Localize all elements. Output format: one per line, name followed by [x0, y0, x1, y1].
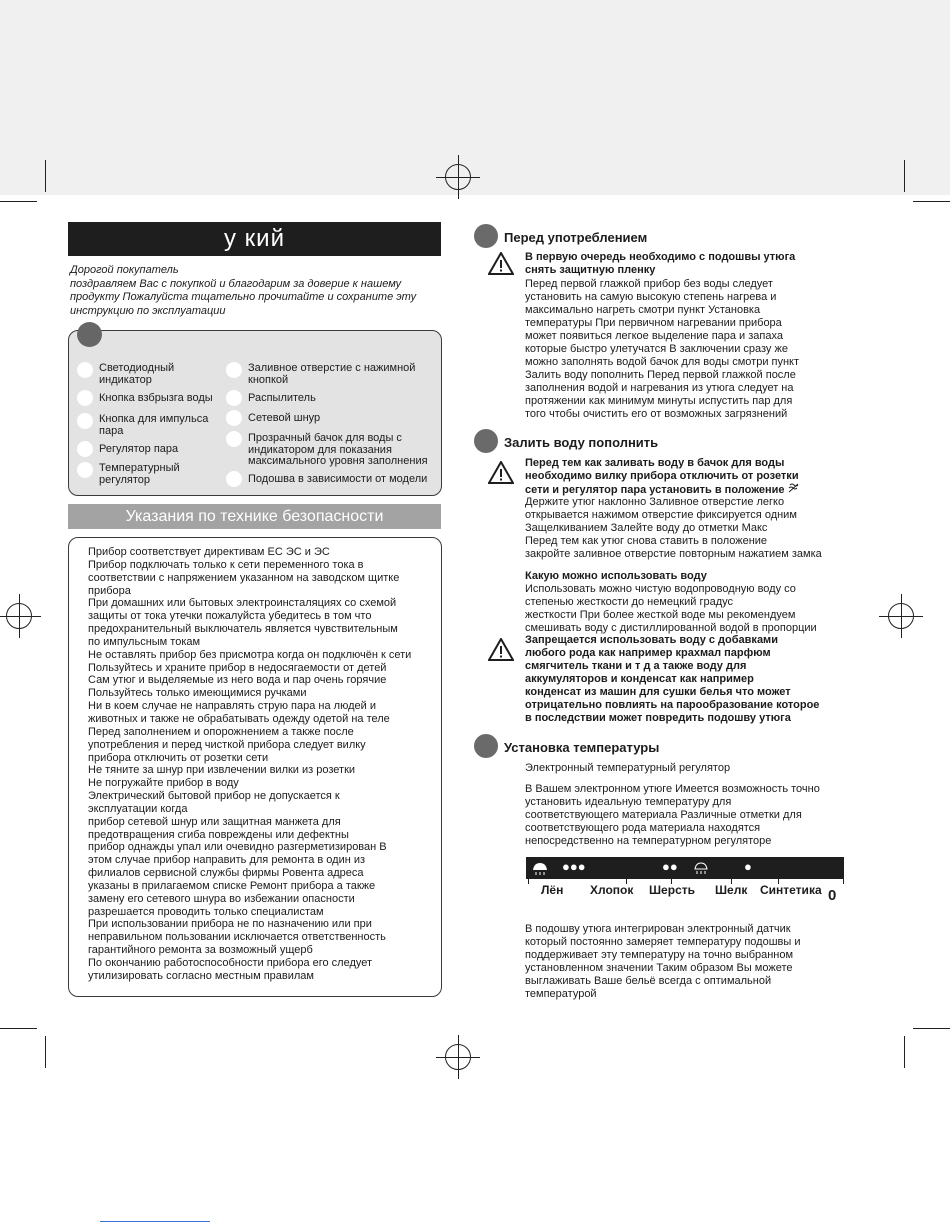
text-line: прибора [88, 584, 131, 597]
crop-mark [45, 1036, 46, 1068]
text-line: животных и также не обрабатывать одежду одетой на теле [88, 712, 390, 725]
text-line: Прибор подключать только к сети переменного тока в [88, 558, 364, 571]
text-line: выглаживать Ваше бельё всегда с оптимальной [525, 975, 772, 987]
text-line: поддерживает эту температуру на точно выбранном [525, 949, 794, 961]
section-body [525, 923, 801, 1001]
safety-panel [68, 537, 442, 997]
text-line: При домашних или бытовых электроинсталяциях со схемой [88, 597, 397, 610]
steam-icon [531, 860, 549, 876]
water-title: Какую можно использовать воду [525, 570, 707, 582]
text-line: При использовании прибора не по назначению или при [88, 918, 372, 931]
text-line: Электрический бытовой прибор не допускается к [88, 790, 340, 803]
text-line: Пользуйтесь только имеющимися ручками [88, 687, 307, 700]
text-line: протяжении как минимум минуты испустить пар для [525, 395, 793, 407]
steam-off-icon [788, 483, 799, 493]
text-line: предотвращения сгиба повреждены или дефектны [88, 828, 349, 841]
feature-item: Кнопка взбрызга воды [99, 393, 213, 405]
text-line: может появиться легкое выделение пара и запаха [525, 330, 783, 342]
text-line: По окончанию работоспособности прибора его следует [88, 957, 373, 969]
feature-item: Светодиодный индикатор [99, 363, 174, 386]
scale-label-linen: Лён [541, 883, 564, 897]
intro-line: продукту Пожалуйста тщательно прочитайте и сохраните эту [70, 291, 417, 303]
text-line: замену его сетевого шнура во избежании опасности [88, 892, 355, 905]
text-line: защиты от тока утечки пожалуйста убедитесь в том что [88, 610, 372, 623]
text-line: любого рода как например крахмал парфюм [525, 647, 771, 659]
scale-tick [528, 879, 529, 884]
feature-bullet [77, 413, 93, 429]
text-line: температурой [525, 988, 597, 1000]
text-line: установленном значении Таким образом Вы можете [525, 962, 793, 974]
text-line: этом случае прибор направить для ремонта в один из [88, 854, 366, 867]
feature-bullet [226, 410, 242, 426]
registration-mark-icon [445, 164, 471, 190]
feature-item: Кнопка для импульса пара [99, 414, 208, 437]
feature-bullet [77, 441, 93, 457]
feature-bullet [226, 431, 242, 447]
feature-item: Прозрачный бачок для воды с индикатором для показания максимального уровня заполнения [248, 433, 428, 468]
feature-item: Распылитель [248, 393, 316, 405]
text-line: непосредственно на температурном регуляторе [525, 835, 772, 847]
text-line: того чтобы очистить его от возможных загрязнений [525, 408, 788, 420]
warning-text [525, 634, 819, 725]
text-line: Держите утюг наклонно Заливное отверстие легко [525, 496, 785, 508]
section-subtitle: Электронный температурный регулятор [525, 762, 731, 774]
warning-icon [488, 638, 514, 661]
intro-line: поздравляем Вас с покупкой и благодарим за доверие к нашему [70, 277, 402, 290]
section-marker [474, 224, 498, 248]
crop-mark [45, 160, 46, 192]
text-line: предохранительный выключатель является чувствительным [88, 623, 398, 636]
section-marker [474, 429, 498, 453]
text-line: Не тяните за шнур при извлечении вилки из розетки [88, 764, 356, 777]
section-title: Залить воду пополнить [504, 435, 659, 450]
text-line: прибор сетевой шнур или защитная манжета для [88, 815, 341, 828]
intro-text [70, 264, 442, 318]
text-line: разрешается проводить только специалистам [88, 905, 324, 918]
scale-label-wool: Шерсть [649, 883, 695, 897]
intro-line: Дорогой покупатель [70, 264, 179, 276]
text-line: соответствии с напряжением указанном на заводском щитке [88, 571, 400, 584]
section-title: Перед употреблением [504, 230, 648, 245]
section-body [525, 783, 820, 848]
text-line: Прибор соответствует директивам ЕС ЭС и ЭС [88, 546, 330, 558]
text-line: отрицательно повлиять на парообразование которое [525, 699, 820, 711]
text-line: Не погружайте прибор в воду [88, 777, 239, 790]
text-line: соответствующего материала Различные отметки для [525, 809, 802, 821]
text-line: которые быстро улетучатся В заключении сразу же [525, 343, 788, 355]
temperature-scale [526, 857, 844, 879]
text-line: Защелкиванием Залейте воду до отметки Макс [525, 522, 768, 534]
feature-bullet [77, 462, 93, 478]
text-line: максимально нагреть смотри пункт Установка [525, 304, 761, 316]
feature-bullet [226, 362, 242, 378]
scale-label-silk: Шелк [715, 883, 748, 897]
intro-line: инструкцию по эксплуатации [70, 304, 226, 317]
registration-mark-icon [888, 603, 914, 629]
section-title: Установка температуры [504, 740, 660, 755]
crop-mark [0, 201, 37, 202]
text-line: в последствии может повредить подошву утюга [525, 712, 791, 724]
text-line: жесткости При более жесткой воде мы рекомендуем [525, 609, 796, 621]
text-line: В подошву утюга интегрирован электронный датчик [525, 923, 791, 935]
scale-zero: 0 [828, 887, 837, 904]
water-body [525, 583, 817, 635]
feature-bullet [226, 390, 242, 406]
text-line: по импульсным токам [88, 635, 201, 648]
scale-tick [843, 879, 844, 884]
section-body [525, 496, 822, 561]
crop-mark [904, 160, 905, 192]
scale-label-synthetic: Синтетика [760, 883, 822, 897]
feature-item: Регулятор пара [99, 444, 178, 456]
text-line: аккумуляторов и конденсат как например [525, 673, 754, 685]
text-line: открывается нажимом отверстие фиксируется одним [525, 509, 797, 521]
crop-mark [913, 201, 950, 202]
text-line: который постоянно замеряет температуру подошвы и [525, 936, 801, 948]
section-marker [77, 322, 102, 347]
text-line: эксплуатации когда [88, 802, 188, 815]
text-line: Пользуйтесь и храните прибор в недосягаемости от детей [88, 661, 387, 674]
feature-item: Температурный регулятор [99, 463, 180, 486]
text-line: Ни в коем случае не направлять струю пара на людей и [88, 700, 376, 713]
temp-dots-high: ●●● [562, 859, 586, 874]
top-band [0, 0, 950, 195]
text-line: гарантийного ремонта за возможный ущерб [88, 944, 313, 957]
text-line: Сам утюг и выделяемые из него вода и пар очень горячие [88, 674, 387, 687]
text-line: температуры При первичном нагревании прибора [525, 317, 782, 329]
text-line: Залить воду пополнить Перед первой глажкой после [525, 369, 796, 381]
text-line: указаны в прилагаемом списке Ремонт прибора а также [88, 879, 376, 892]
scale-label-cotton: Хлопок [590, 883, 634, 897]
text-line: утилизировать согласно местным правилам [88, 969, 314, 982]
warning-text: Перед тем как заливать воду в бачок для воды необходимо вилку прибора отключить от розетки сети и регулятор пара установить в положение [525, 457, 799, 496]
crop-mark [0, 1028, 37, 1029]
text-line: можно заполнять водой бачок для воды смотри пункт [525, 356, 800, 368]
feature-bullet [226, 471, 242, 487]
section-marker [474, 734, 498, 758]
feature-item: Сетевой шнур [248, 413, 320, 425]
steam-icon [694, 860, 708, 876]
footer-line [100, 1221, 210, 1222]
text-line: конденсат из машин для сушки белья что может [525, 686, 791, 698]
text-line: заполнения водой и нагревания из утюга следует на [525, 382, 794, 394]
temp-dot-low: ● [744, 859, 752, 874]
text-line: Использовать можно чистую водопроводную воду со [525, 583, 796, 595]
text-line: прибор однажды упал или очевидно разгерметизирован В [88, 841, 387, 854]
text-line: Перед тем как утюг снова ставить в положение [525, 535, 768, 547]
warning-text: В первую очередь необходимо с подошвы утюга снять защитную пленку [525, 251, 796, 276]
features-panel [68, 330, 442, 496]
text-line: филиалов сервисной службы фирмы Ровента адреса [88, 867, 364, 880]
language-title: у кий [68, 222, 441, 256]
feature-bullet [77, 390, 93, 406]
safety-text [88, 546, 411, 983]
safety-title: Указания по технике безопасности [68, 504, 441, 529]
warning-icon [488, 252, 514, 275]
text-line: установить идеальную температуру для [525, 796, 732, 808]
text-line: неправильном пользовании исключается ответственность [88, 931, 386, 944]
text-line: Запрещается использовать воду с добавками [525, 634, 778, 646]
registration-mark-icon [445, 1044, 471, 1070]
text-line: Перед заполнением и опорожнением а также после [88, 725, 354, 738]
temp-dots-medium: ●● [662, 859, 678, 874]
text-line: установить на самую высокую степень нагрева и [525, 291, 777, 303]
section-body [525, 278, 799, 421]
feature-item: Подошва в зависимости от модели [248, 474, 427, 486]
text-line: Перед первой глажкой прибор без воды следует [525, 278, 773, 290]
registration-mark-icon [6, 603, 32, 629]
feature-item: Заливное отверстие с нажимной кнопкой [248, 363, 415, 386]
feature-bullet [77, 362, 93, 378]
text-line: соответствующего рода материала находятся [525, 822, 761, 834]
text-line: употребления и перед чисткой прибора следует вилку [88, 738, 366, 751]
text-line: смягчитель ткани и т д а также воду для [525, 660, 747, 672]
text-line: закройте заливное отверстие повторным нажатием замка [525, 548, 822, 560]
warning-icon [488, 461, 514, 484]
text-line: смешивать воду с дистиллированной водой в пропорции [525, 622, 817, 634]
crop-mark [904, 1036, 905, 1068]
crop-mark [913, 1028, 950, 1029]
text-line: прибора отключить от розетки сети [88, 751, 269, 764]
text-line: В Вашем электронном утюге Имеется возможность точно [525, 783, 820, 795]
text-line: степенью жесткости до немецкий градус [525, 596, 733, 608]
text-line: Не оставлять прибор без присмотра когда он подключён к сети [88, 648, 412, 661]
